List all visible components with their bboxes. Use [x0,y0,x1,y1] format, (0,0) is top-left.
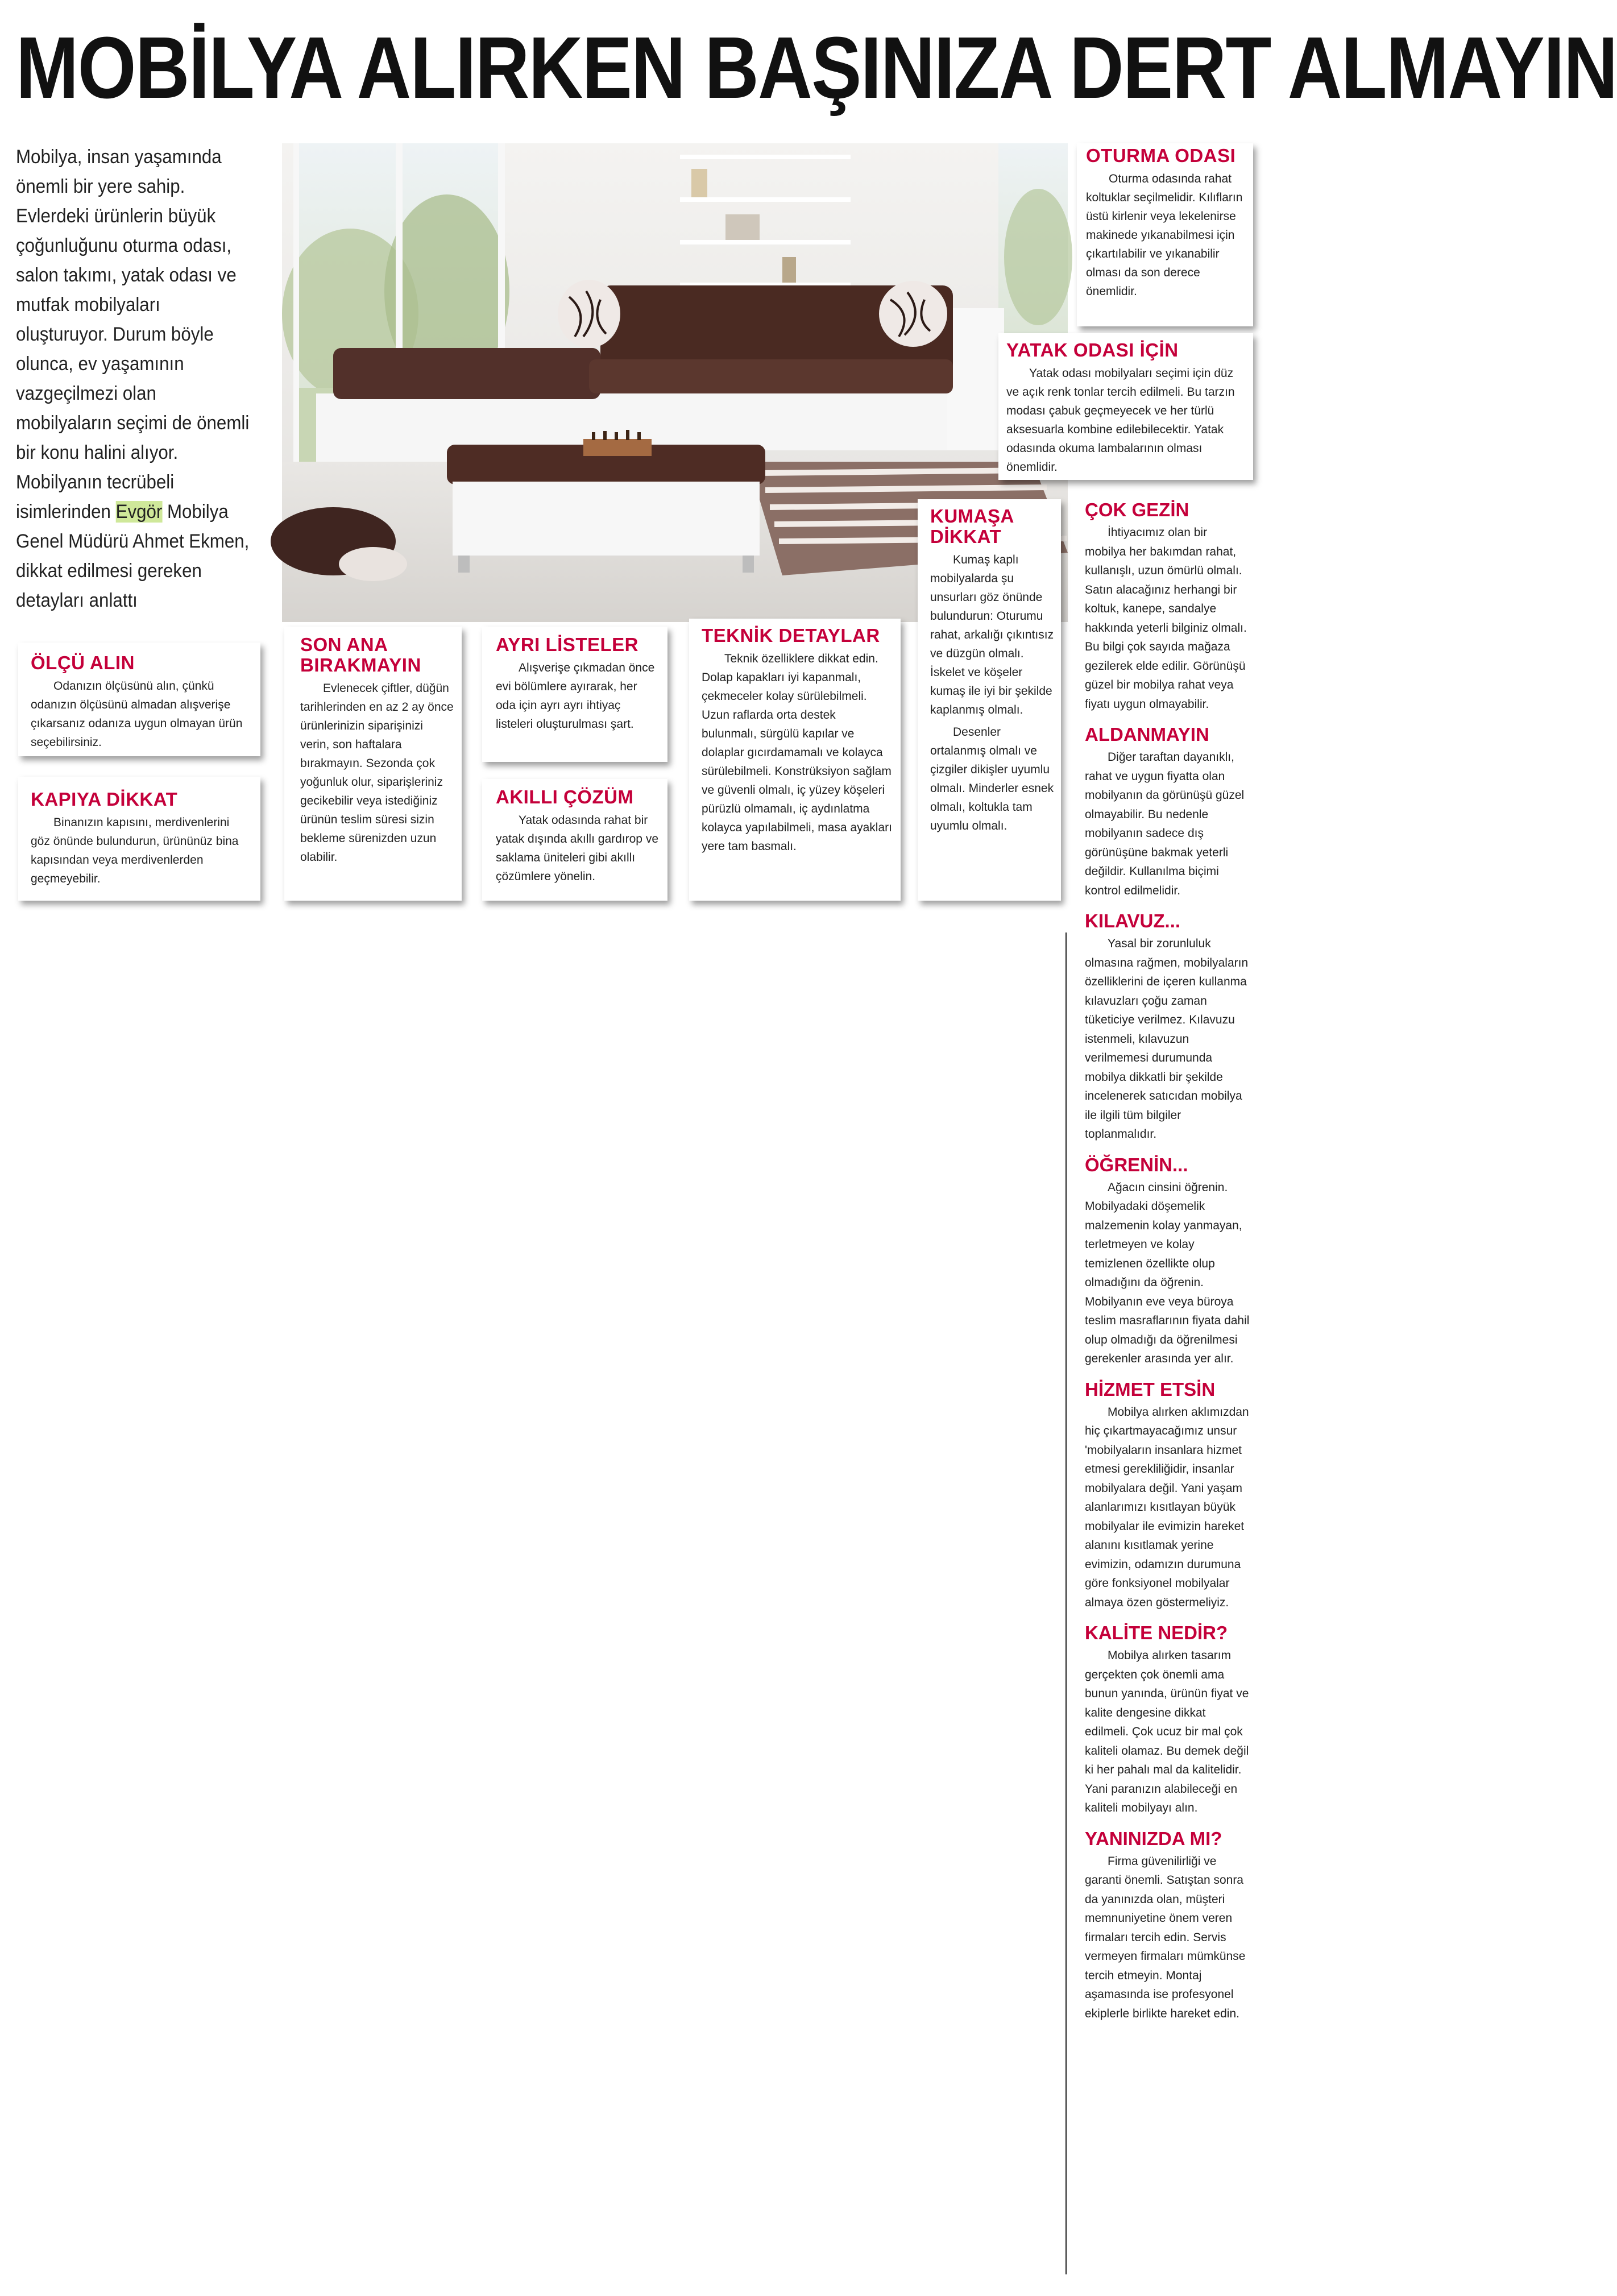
box-text: Odanızın ölçüsünü alın, çünkü odanızın ölçüsünü almadan alışverişe çıkarsanız odanıza uygun olmayan ürün seçebilirsiniz. [31,679,243,749]
right-column [1085,499,1250,2033]
box-text: Evlenecek çiftler, düğün tarihlerinden en az 2 ay önce ürünlerinizin siparişinizi verin, son haftalara bırakmayın. Sezonda çok yoğunluk olur, siparişleriniz gecikebilir veya istediğiniz ürünün teslim süresi sizin bekleme sürenizden uzun olabilir. [300,682,454,864]
column-text: İhtiyacımız olan bir mobilya her bakımdan rahat, kullanışlı, uzun ömürlü olmalı. Satın alacağınız herhangi bir koltuk, kanepe, sandalye hakkında yeterli bilginiz olmalı. Bu bilgi çok sayıda mağaza gezilerek elde edilir. Görünüşü güzel bir mobilya rahat veya fiyatı uygun olmayabilir. [1085,526,1247,711]
box-text: Binanızın kapısını, merdivenlerini göz önünde bulundurun, ürününüz bina kapısından veya merdivenlerden geçmeyebilir. [31,816,239,885]
box-akilli-cozum [482,779,667,901]
box-ayri-listeler [482,627,667,762]
box-yatak-odasi [998,333,1253,480]
box-kapiya-dikkat [18,777,260,901]
column-title: ÖĞRENİN... [1085,1154,1188,1175]
column-title: KILAVUZ... [1085,910,1181,931]
column-text: Mobilya alırken tasarım gerçekten çok önemli ama bunun yanında, ürünün fiyat ve kalite dengesine dikkat edilmeli. Çok ucuz bir mal çok kaliteli olamaz. Bu demek değil ki her pahalı mal da kalitelidir. Yani paranızın alabileceği en kaliteli mobilyayı alın. [1085,1649,1249,1814]
box-title: KAPIYA DİKKAT [31,789,178,810]
box-title: AYRI LİSTELER [496,634,638,655]
column-section [1085,1379,1250,1613]
box-text: Oturma odasında rahat koltuklar seçilmelidir. Kılıfların üstü kirlenir veya lekelenirse makinede yıkanabilmesi için çıkartılabilir ve yıkanabilir olması da son derece önemlidir. [1086,172,1243,298]
column-title: ALDANMAYIN [1085,724,1209,745]
intro-text-after: Mobilya Genel Müdürü Ahmet Ekmen, dikkat edilmesi gereken detayları anlattı [16,501,250,611]
column-title: KALİTE NEDİR? [1085,1622,1228,1643]
box-son-ana-birakmayin [284,627,462,901]
column-text: Diğer taraftan dayanıklı, rahat ve uygun fiyatta olan mobilyanın da görünüşü güzel olmayabilir. Bu nedenle mobilyanın sadece dış görünüşüne bakmak yeterli değildir. Kullanılma biçimi kontrol edilmelidir. [1085,751,1245,897]
box-olcu-alin [18,643,260,756]
column-section [1085,499,1250,714]
column-text: Ağacın cinsini öğrenin. Mobilyadaki döşemelik malzemenin kolay yanmayan, terletmeyen ve kolay temizlenen özellikte olup olmadığını da öğrenin. Mobilyanın eve veya büroya teslim masraflarının fiyata dahil olup olmadığı da öğrenilmesi gerekenler arasında yer alır. [1085,1180,1250,1365]
box-title: SON ANA BIRAKMAYIN [300,634,421,675]
column-section [1085,1154,1250,1369]
intro-text-before: Mobilya, insan yaşamında önemli bir yere sahip. Evlerdeki ürünlerin büyük çoğunluğunu oturma odası, salon takımı, yatak odası ve mutfak mobilyaları oluşturuyor. Durum böyle olunca, ev yaşamının vazgeçilmezi olan mobilyaların seçimi de önemli bir konu halini alıyor. Mobilyanın tecrübeli isimlerinden [16,146,250,523]
column-title: YANINIZDA MI? [1085,1827,1222,1849]
column-section [1085,724,1250,900]
box-text: Alışverişe çıkmadan önce evi bölümlere ayırarak, her oda için ayrı ayrı ihtiyaç listeleri oluşturulması şart. [496,661,655,731]
column-title: ÇOK GEZİN [1085,499,1189,520]
intro-paragraph [16,142,251,615]
box-teknik-detaylar [689,619,901,901]
brand-highlight: Evgör [115,501,163,523]
box-title: TEKNİK DETAYLAR [702,625,880,646]
box-text: Yatak odası mobilyaları seçimi için düz ve açık renk tonlar tercih edilmeli. Bu tarzın modası çabuk geçmeyecek ve her türlü aksesuarla kombine edilebilecektir. Yatak odasında okuma lambalarının olması önemlidir. [1006,367,1235,474]
box-title: OTURMA ODASI [1086,145,1236,166]
column-section [1085,910,1250,1144]
headline: MOBİLYA ALIRKEN BAŞINIZA DERT ALMAYIN [16,19,1617,117]
column-title: HİZMET ETSİN [1085,1378,1216,1400]
column-divider [1065,933,1067,2274]
column-section [1085,1828,1250,2024]
box-title: AKILLI ÇÖZÜM [496,786,634,807]
column-text: Firma güvenilirliği ve garanti önemli. Satıştan sonra da yanınızda olan, müşteri memnuniyetine önem veren firmaları tercih edin. Servis vermeyen firmaları mümkünse tercih etmeyin. Montaj aşamasında ise profesyonel ekiplerle birlikte hareket edin. [1085,1854,1246,2020]
box-text: Teknik özelliklere dikkat edin. Dolap kapakları iyi kapanmalı, çekmeceler kolay sürülebilmeli. Uzun raflarda orta destek bulunmalı, sürgülü kapılar ve dolaplar gıcırdamamalı ve kolayca sürülebilmeli. Konstrüksiyon sağlam ve güvenli olmalı, iç yüzey köşeleri pürüzlü olmamalı, iç aydınlatma kolayca yapılabilmeli, masa ayakları yere tam basmalı. [702,652,892,853]
column-section [1085,1622,1250,1818]
box-oturma-odasi [1077,143,1253,326]
box-text: Yatak odasında rahat bir yatak dışında akıllı gardırop ve saklama üniteleri gibi akıllı çözümlere yönelin. [496,814,658,883]
box-kumasa-dikkat [918,499,1061,901]
box-title: KUMAŞA DİKKAT [930,505,1014,547]
box-title: ÖLÇÜ ALIN [31,652,135,673]
box-title: YATAK ODASI İÇİN [1006,339,1179,360]
box-text: Kumaş kaplı mobilyalarda şu unsurları göz önünde bulundurun: Oturumu rahat, arkalığı çıkıntısız ve düzgün olmalı. İskelet ve köşeler kumaş ile iyi bir şekilde kaplanmış olmalı. [930,553,1054,716]
box-text-2: Desenler ortalanmış olmalı ve çizgiler dikişler uyumlu olmalı. Minderler esnek olmalı, koltukla tam uyumlu olmalı. [930,726,1054,832]
column-text: Yasal bir zorunluluk olmasına rağmen, mobilyaların özelliklerini de içeren kullanma kılavuzları çoğu zaman tüketiciye verilmez. Kılavuzu istenmeli, kılavuzun verilmemesi durumunda mobilya dikkatli bir şekilde incelenerek satıcıdan mobilya ile ilgili tüm bilgiler toplanmalıdır. [1085,937,1249,1141]
column-text: Mobilya alırken aklımızdan hiç çıkartmayacağımız unsur 'mobilyaların insanlara hizmet etmesi gerekliliğidir, insanlar mobilyalara değil. Yani yaşam alanlarımızı kısıtlayan büyük mobilyalar ile evimizin hareket alanını kısıtlamak yerine evimizin, odamızın durumuna göre fonksiyonel mobilyalar almaya özen göstermeliyiz. [1085,1405,1249,1609]
